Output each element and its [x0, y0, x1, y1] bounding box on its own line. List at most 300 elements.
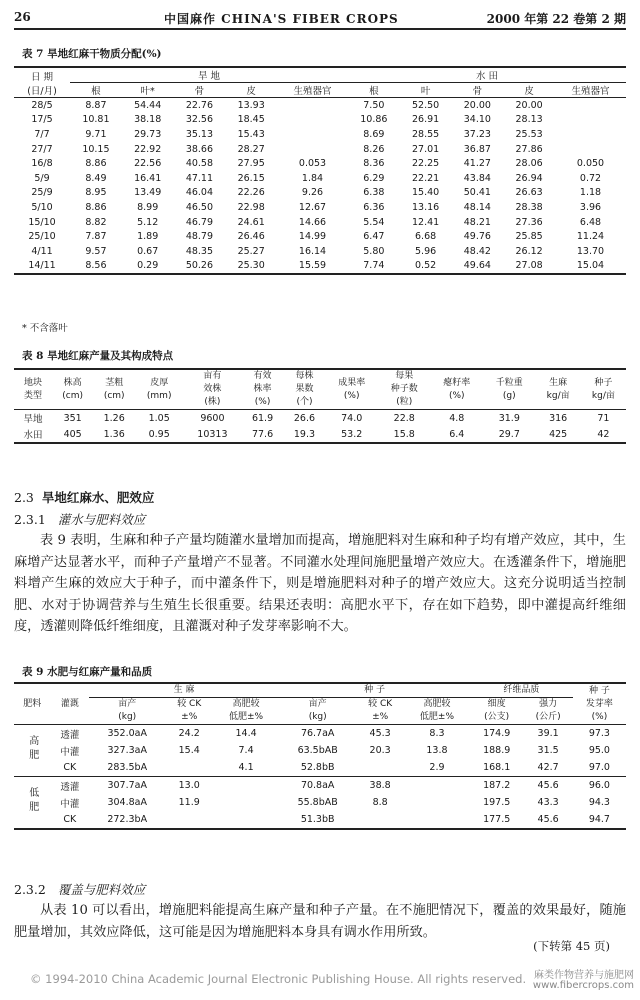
value-cell: 307.7aA — [107, 780, 147, 791]
value-cell: 283.5bA — [107, 762, 148, 773]
value-cell: 8.69 — [363, 128, 385, 140]
value-cell: 28.13 — [515, 114, 543, 126]
value-cell: 9.26 — [301, 187, 324, 199]
value-cell: 5.80 — [363, 245, 385, 257]
value-cell: 48.14 — [463, 201, 491, 213]
value-cell: 52.8bB — [300, 762, 335, 773]
value-cell: 11.9 — [178, 797, 200, 808]
header-line: 有效 — [253, 371, 272, 381]
header-line: 细度 — [487, 699, 506, 709]
value-cell — [277, 98, 348, 113]
header-line: (cm) — [103, 390, 125, 401]
value-cell: 0.053 — [298, 158, 327, 170]
header-line: (公支) — [484, 712, 510, 722]
value-cell — [213, 811, 279, 829]
table-row — [14, 200, 626, 215]
value-cell: 8.95 — [85, 187, 107, 199]
value-cell — [277, 127, 348, 142]
fertilizer-group-label: 高肥 — [26, 735, 38, 763]
header-line: (个) — [296, 397, 313, 407]
value-cell: 8.36 — [363, 158, 385, 170]
value-cell: 50.26 — [185, 260, 214, 272]
table7 — [14, 66, 626, 275]
value-cell — [404, 794, 470, 811]
value-cell: 6.36 — [363, 201, 385, 213]
table8-header — [135, 369, 183, 410]
plot-type-cell: 水田 — [23, 430, 43, 441]
fertilizer-group-cell — [14, 777, 51, 830]
header-line: 高肥较 — [232, 699, 260, 709]
value-cell: 25.27 — [237, 245, 265, 257]
value-cell: 97.3 — [588, 728, 610, 739]
watermark-line-2: www.fibercrops.com — [532, 980, 634, 991]
value-cell: 26.63 — [515, 187, 543, 199]
irrigation-cell: 中灌 — [60, 746, 80, 758]
value-cell: 3.96 — [579, 201, 602, 213]
issue-info: 2000 年第 22 卷第 2 期 — [486, 12, 626, 26]
table9-subheader — [523, 698, 572, 725]
table9-germ-header: 种 子 发芽率 (%) — [573, 683, 626, 725]
value-cell: 22.21 — [411, 172, 440, 184]
header-line: 千粒重 — [495, 377, 523, 388]
value-cell: 97.0 — [588, 762, 610, 773]
value-cell: 5.96 — [415, 245, 437, 257]
value-cell: 177.5 — [483, 814, 511, 825]
value-cell: 95.0 — [588, 745, 610, 756]
table8-header — [14, 369, 52, 410]
value-cell: 31.9 — [498, 412, 520, 424]
value-cell: 94.7 — [588, 814, 610, 825]
table9-group-seed: 种 子 — [279, 683, 470, 698]
value-cell: 27.08 — [515, 260, 543, 272]
table9-fert-header: 肥料 — [14, 683, 51, 725]
value-cell: 13.0 — [178, 780, 200, 791]
table9-subheader — [213, 698, 279, 725]
table7-subheader: 生殖器官 — [293, 86, 332, 97]
value-cell: 49.64 — [463, 260, 491, 272]
value-cell: 6.48 — [579, 216, 602, 228]
table-row — [14, 98, 626, 113]
table-row — [14, 794, 626, 811]
value-cell: 272.3bA — [107, 814, 148, 825]
table8-header — [325, 369, 378, 410]
value-cell: 10.81 — [82, 114, 110, 126]
table8-header — [52, 369, 93, 410]
table7-subheader: 骨 — [472, 86, 483, 97]
header-line: (kg) — [118, 712, 137, 722]
value-cell: 36.87 — [463, 143, 491, 155]
value-cell: 43.3 — [537, 797, 559, 808]
table-row — [14, 229, 626, 244]
table9-irr-header: 灌溉 — [51, 683, 89, 725]
table-row — [14, 742, 626, 759]
table-row — [14, 142, 626, 157]
value-cell: 18.45 — [237, 114, 265, 126]
table-row — [14, 259, 626, 275]
paragraph-irrigation: 表 9 表明，生麻和种子产量均随灌水量增加而提高，增施肥料对生麻和种子均有增产效应，其中，生麻增产达显著水平，而种子产量增产不显著。不同灌水处理间施肥量增产效应大。在透灌条件下，增施肥料增产生麻的效应大于种子，而中灌条件下，则是增施肥料对种子的增产效应大。这充分说明适当控制肥、水对于协调营养与生殖生长很重要。结果还表明：高肥水平下，存在如下趋势，即中灌提高纤维细度，透灌则降低纤维细度，且灌溉对种子发芽率影响不大。 — [14, 533, 626, 634]
value-cell: 13.16 — [411, 201, 440, 213]
value-cell — [555, 113, 626, 128]
value-cell: 25.53 — [515, 128, 543, 140]
value-cell: 15.8 — [393, 428, 415, 440]
value-cell: 1.18 — [579, 187, 602, 199]
header-line: 低肥±% — [229, 712, 264, 722]
value-cell: 45.3 — [369, 728, 391, 739]
value-cell: 0.72 — [579, 172, 602, 184]
header-line: 皮厚 — [150, 377, 169, 388]
value-cell — [404, 811, 470, 829]
value-cell: 71 — [597, 412, 610, 424]
table-row — [14, 215, 626, 230]
value-cell: 8.3 — [429, 728, 445, 739]
date-cell: 4/11 — [31, 245, 53, 257]
table9-subheader — [165, 698, 213, 725]
value-cell: 7.74 — [363, 260, 385, 272]
table9-subheader — [89, 698, 165, 725]
value-cell: 26.12 — [515, 245, 543, 257]
value-cell: 10313 — [197, 428, 228, 440]
irrigation-cell: 透灌 — [60, 781, 80, 793]
value-cell: 20.3 — [369, 745, 391, 756]
table-row — [14, 113, 626, 128]
value-cell: 16.14 — [298, 245, 327, 257]
page-header — [14, 8, 626, 30]
value-cell: 4.1 — [238, 762, 254, 773]
value-cell: 24.61 — [237, 216, 265, 228]
value-cell: 28.55 — [411, 128, 440, 140]
date-cell: 5/10 — [31, 201, 53, 213]
value-cell: 39.1 — [537, 728, 559, 739]
value-cell: 42 — [597, 428, 610, 440]
copyright-footer: © 1994-2010 China Academic Journal Electronic Publishing House. All rights reserved. — [30, 972, 527, 986]
date-cell: 25/9 — [31, 187, 53, 199]
value-cell: 45.6 — [537, 780, 559, 791]
table9-subheader — [279, 698, 356, 725]
header-rule — [14, 28, 626, 30]
value-cell: 48.35 — [185, 245, 214, 257]
value-cell: 32.56 — [185, 114, 214, 126]
header-line: (cm) — [62, 390, 84, 401]
value-cell: 27.95 — [237, 158, 265, 170]
table-row — [14, 186, 626, 201]
value-cell: 27.01 — [411, 143, 440, 155]
value-cell: 54.44 — [134, 99, 162, 111]
header-line: 低肥±% — [419, 712, 454, 722]
value-cell — [356, 811, 404, 829]
value-cell: 6.29 — [363, 172, 385, 184]
value-cell — [213, 777, 279, 795]
value-cell: 96.0 — [588, 780, 610, 791]
value-cell: 53.2 — [341, 428, 363, 440]
value-cell: 6.4 — [449, 428, 465, 440]
value-cell: 13.49 — [134, 187, 162, 199]
value-cell: 11.24 — [576, 231, 605, 243]
header-line: (株) — [204, 397, 221, 407]
header-line: 亩产 — [118, 699, 137, 709]
fertilizer-group-cell — [14, 725, 51, 777]
value-cell: 27.86 — [515, 143, 543, 155]
header-line: 亩有 — [203, 371, 222, 381]
header-line: 生麻 — [549, 377, 568, 388]
table7-group-dry: 旱 地 — [70, 67, 348, 83]
table7-subheader: 皮 — [246, 86, 256, 97]
value-cell: 26.94 — [515, 172, 543, 184]
value-cell — [555, 127, 626, 142]
table7-subheader: 骨 — [194, 86, 205, 97]
date-cell: 17/5 — [31, 114, 53, 126]
value-cell: 47.11 — [185, 172, 214, 184]
value-cell: 26.46 — [237, 231, 265, 243]
header-line: 果数 — [295, 384, 314, 394]
value-cell: 16.41 — [134, 172, 162, 184]
table-row — [14, 759, 626, 777]
header-line: 瘪籽率 — [443, 377, 471, 388]
header-line: 类型 — [24, 390, 43, 401]
value-cell — [165, 759, 213, 777]
table7-subheader: 根 — [369, 86, 379, 97]
value-cell — [555, 142, 626, 157]
value-cell: 45.6 — [537, 814, 559, 825]
value-cell: 28.27 — [237, 143, 265, 155]
value-cell: 327.3aA — [107, 745, 147, 756]
value-cell: 6.38 — [363, 187, 385, 199]
date-cell: 7/7 — [34, 128, 50, 140]
value-cell: 10.86 — [360, 114, 388, 126]
value-cell: 26.6 — [293, 412, 316, 424]
value-cell: 7.50 — [363, 99, 385, 111]
header-line: (公斤) — [535, 712, 561, 722]
table8-header — [581, 369, 626, 410]
value-cell: 22.92 — [134, 143, 162, 155]
value-cell: 1.26 — [103, 412, 125, 424]
value-cell: 48.79 — [185, 231, 214, 243]
value-cell: 12.41 — [411, 216, 440, 228]
value-cell: 22.26 — [237, 187, 265, 199]
value-cell: 168.1 — [483, 762, 511, 773]
table7-footnote: * 不含落叶 — [22, 323, 68, 334]
value-cell: 40.58 — [185, 158, 214, 170]
journal-name: 中国麻作 CHINA'S FIBER CROPS — [164, 12, 399, 26]
value-cell: 29.73 — [134, 128, 162, 140]
page-number: 26 — [14, 10, 31, 24]
table8-header — [431, 369, 484, 410]
value-cell: 38.18 — [134, 114, 162, 126]
value-cell: 25.85 — [515, 231, 543, 243]
table-row — [14, 156, 626, 171]
value-cell: 9.57 — [85, 245, 107, 257]
value-cell: 27.36 — [515, 216, 543, 228]
table9-subheader — [470, 698, 523, 725]
value-cell: 0.050 — [576, 158, 605, 170]
header-line: kg/亩 — [591, 390, 615, 401]
value-cell: 20.00 — [515, 99, 543, 111]
header-line: 较 CK — [368, 699, 393, 709]
date-cell: 28/5 — [31, 99, 53, 111]
value-cell: 1.89 — [137, 231, 159, 243]
value-cell: 0.95 — [148, 428, 170, 440]
value-cell: 2.9 — [429, 762, 445, 773]
value-cell: 174.9 — [483, 728, 511, 739]
table-row — [14, 244, 626, 259]
value-cell: 28.38 — [515, 201, 543, 213]
irrigation-cell: 透灌 — [60, 729, 80, 741]
value-cell: 187.2 — [483, 780, 511, 791]
table9-caption: 表 9 水肥与红麻产量和品质 — [22, 666, 153, 678]
value-cell: 20.00 — [463, 99, 491, 111]
table8 — [14, 368, 626, 444]
table9-subheader — [356, 698, 404, 725]
value-cell: 6.47 — [363, 231, 385, 243]
header-line: (%) — [448, 390, 465, 401]
value-cell: 52.50 — [411, 99, 440, 111]
value-cell: 316 — [549, 412, 568, 424]
header-line: 茎粗 — [105, 377, 124, 388]
header-line: 效株 — [203, 384, 222, 394]
table7-subheader: 生殖器官 — [571, 86, 610, 97]
header-line: 高肥较 — [423, 699, 451, 709]
table7-subheader: 叶* — [140, 86, 155, 97]
continued-note: (下转第 45 页) — [533, 939, 610, 953]
header-line: 每株 — [295, 371, 314, 381]
value-cell: 46.50 — [185, 201, 214, 213]
value-cell: 76.7aA — [300, 728, 335, 739]
date-cell: 27/7 — [31, 143, 53, 155]
paragraph-mulch: 从表 10 可以看出，增施肥料能提高生麻产量和种子产量。在不施肥情况下，覆盖的效果最好，随施肥量增加，其效应降低，这可能是因为增施肥料本身具有调水作用所致。 — [14, 903, 626, 940]
value-cell: 46.79 — [185, 216, 214, 228]
date-cell: 16/8 — [31, 158, 53, 170]
value-cell: 405 — [63, 428, 82, 440]
date-cell: 25/10 — [28, 231, 56, 243]
table9-subheader — [404, 698, 470, 725]
value-cell: 0.29 — [137, 260, 159, 272]
value-cell: 63.5bAB — [297, 745, 338, 756]
irrigation-cell: CK — [63, 814, 77, 825]
table7-group-paddy: 水 田 — [348, 67, 626, 83]
value-cell: 13.8 — [426, 745, 448, 756]
value-cell: 35.13 — [185, 128, 214, 140]
value-cell: 51.3bB — [300, 814, 335, 825]
value-cell: 13.93 — [237, 99, 265, 111]
value-cell: 94.3 — [588, 797, 610, 808]
value-cell: 15.4 — [178, 745, 200, 756]
value-cell: 188.9 — [483, 745, 511, 756]
table7-subheader: 叶 — [420, 86, 431, 97]
table9 — [14, 682, 626, 830]
value-cell: 8.86 — [85, 201, 107, 213]
value-cell: 8.86 — [85, 158, 107, 170]
header-line: (%) — [254, 397, 271, 407]
table-row — [14, 725, 626, 743]
value-cell: 34.10 — [463, 114, 491, 126]
table-row — [14, 410, 626, 427]
value-cell: 0.52 — [415, 260, 437, 272]
header-line: (%) — [343, 390, 360, 401]
value-cell: 13.70 — [576, 245, 605, 257]
table7-subheader: 根 — [91, 86, 101, 97]
value-cell: 8.99 — [137, 201, 159, 213]
value-cell: 8.49 — [85, 172, 107, 184]
table-row — [14, 127, 626, 142]
value-cell: 26.91 — [411, 114, 440, 126]
value-cell: 8.87 — [85, 99, 107, 111]
value-cell: 8.8 — [372, 797, 388, 808]
table8-header — [536, 369, 581, 410]
date-cell: 15/10 — [28, 216, 56, 228]
watermark-line-1: 麻类作物营养与施肥网 — [534, 970, 634, 981]
value-cell: 48.42 — [463, 245, 491, 257]
value-cell: 14.99 — [298, 231, 327, 243]
header-line: 种子 — [594, 377, 613, 388]
table8-header — [284, 369, 326, 410]
value-cell: 9600 — [200, 412, 225, 424]
table-row — [14, 811, 626, 829]
value-cell: 352.0aA — [107, 728, 147, 739]
value-cell: 41.27 — [463, 158, 491, 170]
table7-subheader: 皮 — [524, 86, 534, 97]
value-cell: 38.8 — [369, 780, 391, 791]
header-line: (粒) — [396, 397, 413, 407]
value-cell — [555, 98, 626, 113]
header-line: 地块 — [24, 377, 43, 388]
value-cell — [356, 759, 404, 777]
table8-caption: 表 8 旱地红麻产量及其构成特点 — [22, 350, 174, 362]
value-cell: 7.4 — [238, 745, 254, 756]
value-cell: 61.9 — [251, 412, 274, 424]
value-cell: 12.67 — [298, 201, 327, 213]
value-cell: 50.41 — [463, 187, 491, 199]
section-2-3-heading: 2.3 旱地红麻水、肥效应 — [14, 490, 155, 505]
table-row — [14, 426, 626, 443]
value-cell: 48.21 — [463, 216, 491, 228]
value-cell: 22.56 — [134, 158, 162, 170]
plot-type-cell: 旱地 — [23, 414, 43, 425]
table8-header — [183, 369, 241, 410]
value-cell: 8.26 — [363, 143, 385, 155]
value-cell: 8.56 — [85, 260, 107, 272]
table-row — [14, 171, 626, 186]
header-line: 较 CK — [177, 699, 202, 709]
section-2-3-1-heading: 2.3.1 灌水与肥料效应 — [14, 512, 146, 527]
value-cell: 38.66 — [185, 143, 214, 155]
value-cell: 22.8 — [393, 412, 415, 424]
value-cell: 42.7 — [537, 762, 559, 773]
value-cell: 43.84 — [463, 172, 491, 184]
value-cell: 15.40 — [411, 187, 440, 199]
value-cell — [277, 113, 348, 128]
value-cell — [165, 811, 213, 829]
value-cell: 55.8bAB — [297, 797, 338, 808]
value-cell: 351 — [63, 412, 82, 424]
date-cell: 14/11 — [28, 260, 56, 272]
header-line: 强力 — [539, 699, 558, 709]
header-line: 每果 — [395, 371, 414, 381]
header-line: (kg) — [308, 712, 327, 722]
date-cell: 5/9 — [34, 172, 50, 184]
value-cell — [404, 777, 470, 795]
value-cell: 74.0 — [341, 412, 363, 424]
table9-group-raw: 生 麻 — [89, 683, 279, 698]
value-cell: 49.76 — [463, 231, 491, 243]
value-cell: 24.2 — [178, 728, 200, 739]
table8-header — [483, 369, 536, 410]
value-cell: 7.87 — [85, 231, 107, 243]
header-line: 株率 — [253, 384, 272, 394]
header-line: 株高 — [63, 377, 82, 388]
header-line: 亩产 — [308, 699, 327, 709]
header-line: 种子数 — [390, 384, 418, 394]
value-cell: 304.8aA — [107, 797, 147, 808]
value-cell: 1.84 — [301, 172, 324, 184]
